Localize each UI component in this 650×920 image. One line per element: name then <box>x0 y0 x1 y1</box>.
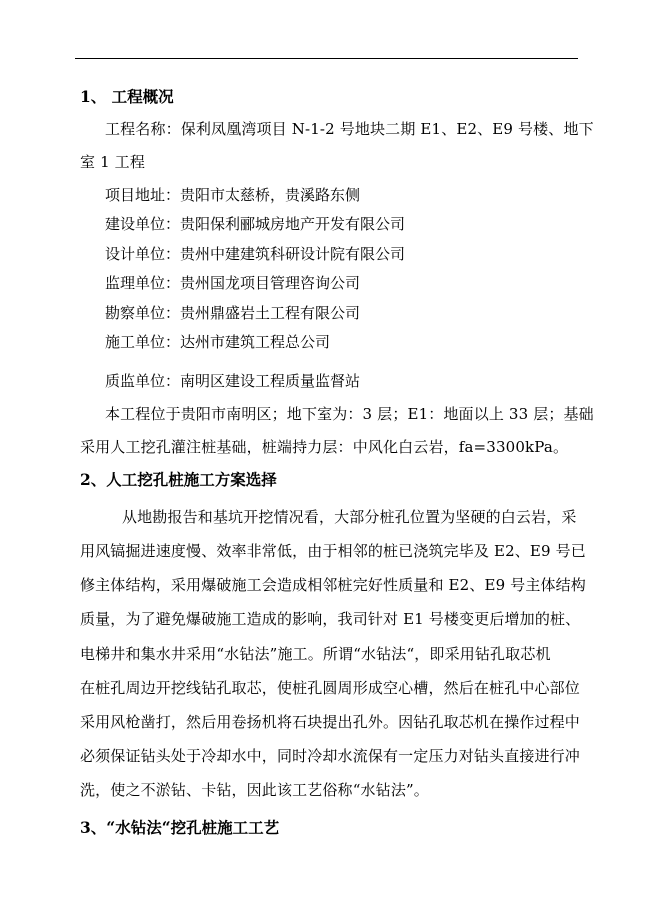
project-name-line-2: 室 1 工程 <box>80 153 145 171</box>
paragraph-line: 从地勘报告和基坑开挖情况看，大部分桩孔位置为坚硬的白云岩，采 <box>122 508 577 526</box>
location-line-2: 采用人工挖孔灌注桩基础，桩端持力层：中风化白云岩，fa=3300kPa。 <box>80 438 569 456</box>
location-line-1: 本工程位于贵阳市南明区；地下室为：3 层；E1：地面以上 33 层；基础 <box>105 405 594 423</box>
info-design-unit: 设计单位：贵州中建建筑科研设计院有限公司 <box>105 245 406 263</box>
info-contractor: 施工单位：达州市建筑工程总公司 <box>105 333 331 351</box>
paragraph-line: 质量，为了避免爆破施工造成的影响，我司针对 E1 号楼变更后增加的桩、 <box>80 610 581 628</box>
info-construction-unit: 建设单位：贵阳保利郦城房地产开发有限公司 <box>105 215 406 233</box>
paragraph-line: 采用风枪凿打，然后用卷扬机将石块提出孔外。因钻孔取芯机在操作过程中 <box>80 713 580 731</box>
section-1-heading: 1、 工程概况 <box>80 87 174 106</box>
section-3-heading: 3、“水钻法“挖孔桩施工工艺 <box>80 818 280 837</box>
info-survey-unit: 勘察单位：贵州鼎盛岩土工程有限公司 <box>105 304 361 322</box>
paragraph-line: 电梯井和集水井采用“水钻法”施工。所谓“水钻法“，即采用钻孔取芯机 <box>80 645 551 663</box>
paragraph-line: 修主体结构，采用爆破施工会造成相邻桩完好性质量和 E2、E9 号主体结构 <box>80 576 586 594</box>
section-2-heading: 2、人工挖孔桩施工方案选择 <box>80 470 277 489</box>
paragraph-line: 洗，使之不淤钻、卡钻，因此该工艺俗称“水钻法”。 <box>80 781 429 799</box>
info-quality-supervision: 质监单位：南明区建设工程质量监督站 <box>105 372 361 390</box>
info-supervision-unit: 监理单位：贵州国龙项目管理咨询公司 <box>105 274 361 292</box>
paragraph-line: 必须保证钻头处于冷却水中，同时冷却水流保有一定压力对钻头直接进行冲 <box>80 747 580 765</box>
paragraph-line: 在桩孔周边开挖线钻孔取芯，使桩孔圆周形成空心槽，然后在桩孔中心部位 <box>80 679 580 697</box>
info-project-address: 项目地址：贵阳市太慈桥，贵溪路东侧 <box>105 186 361 204</box>
header-rule <box>75 58 578 59</box>
project-name-line-1: 工程名称：保利凤凰湾项目 N-1-2 号地块二期 E1、E2、E9 号楼、地下 <box>105 120 594 138</box>
paragraph-line: 用风镐掘进速度慢、效率非常低，由于相邻的桩已浇筑完毕及 E2、E9 号已 <box>80 542 586 560</box>
